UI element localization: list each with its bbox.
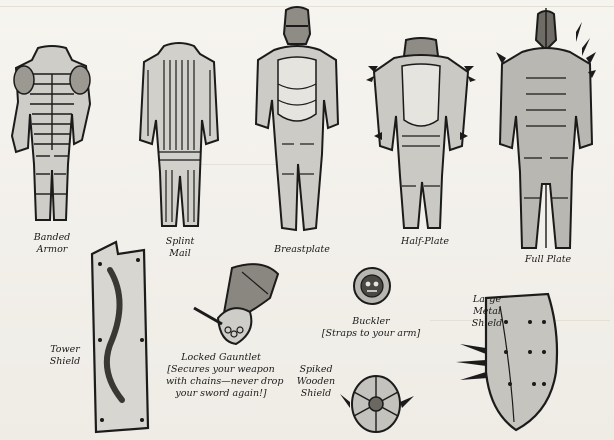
splint-mail-caption [152,236,208,260]
caption-line: Full Plate [524,254,572,265]
splint-mail-icon [138,40,220,230]
breastplate-icon [252,4,342,236]
caption-line: Mail [169,248,191,259]
half-plate-icon [368,36,474,232]
spiked-wooden-shield-icon [340,372,414,436]
banded-armor-icon [8,44,96,224]
caption-line: Shield [300,388,332,399]
caption-line: Buckler [352,316,390,327]
locked-gauntlet-caption [166,352,284,400]
caption-line: Locked Gauntlet [181,352,261,363]
tower-shield-icon [88,240,152,434]
locked-gauntlet-icon [192,258,282,350]
caption-line: Shield [471,318,503,329]
caption-line: Banded [33,232,71,243]
banded-armor-caption [22,232,82,256]
caption-line: Metal [473,306,501,317]
caption-line: Large [472,294,502,305]
buckler-caption [318,316,424,340]
caption-line: Wooden [296,376,336,387]
caption-line: [Straps to your arm] [321,328,421,339]
caption-line: Splint [165,236,195,247]
caption-line: [Secures your weapon [167,364,275,375]
large-metal-shield-caption [462,294,512,330]
tower-shield-caption [40,344,90,368]
caption-line: Half-Plate [401,236,449,247]
caption-line: with chains—never drop [166,376,284,387]
caption-line: your sword again!] [175,388,267,399]
half-plate-caption [390,236,460,248]
caption-line: Shield [49,356,81,367]
caption-line: Breastplate [274,244,330,255]
caption-line: Armor [36,244,68,255]
buckler-icon [352,266,392,306]
caption-line: Tower [50,344,80,355]
spiked-wooden-shield-caption [296,364,336,400]
full-plate-caption [516,254,580,266]
full-plate-icon [496,8,596,252]
caption-line: Spiked [299,364,333,375]
breastplate-caption [262,244,342,256]
